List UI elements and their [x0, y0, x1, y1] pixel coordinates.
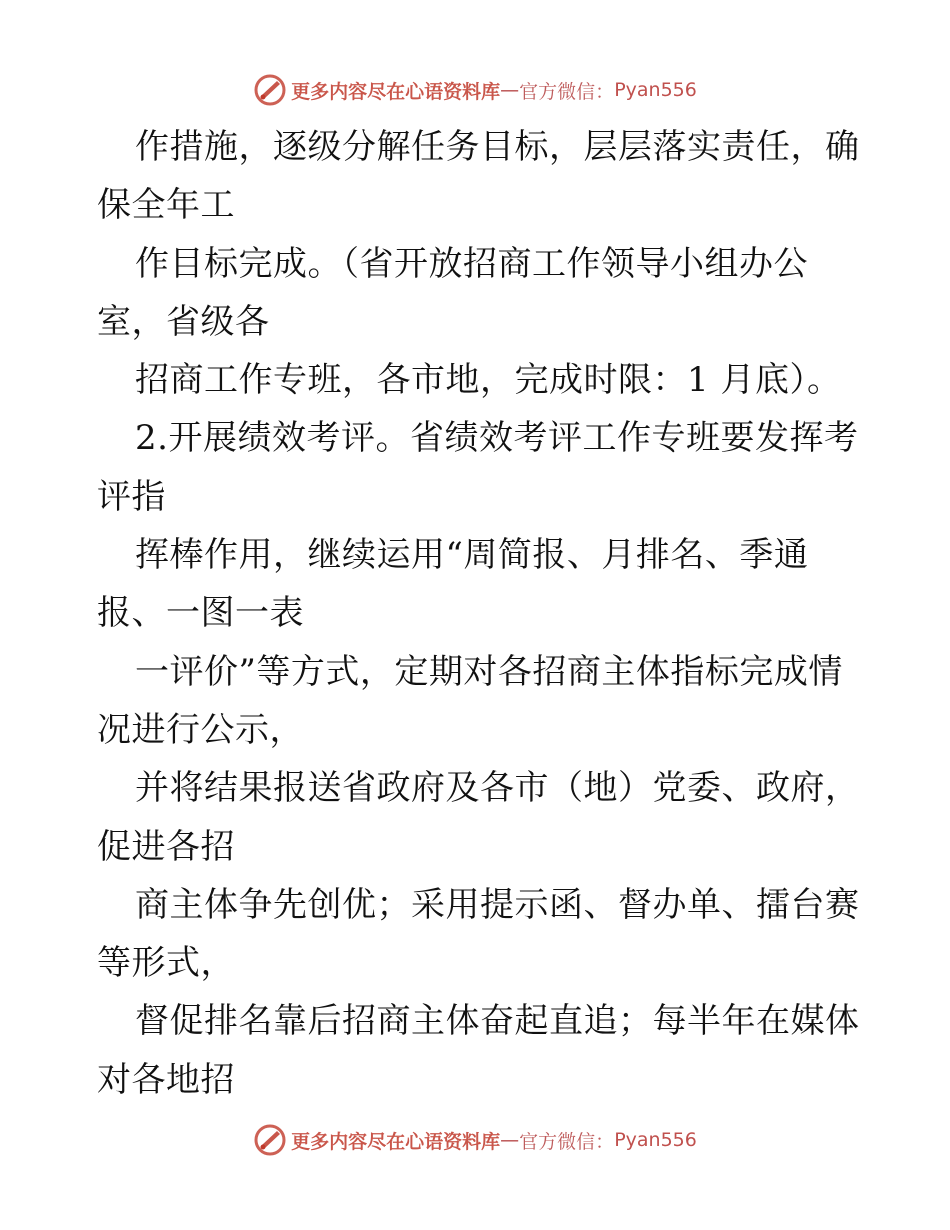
brand-logo-icon	[253, 1123, 287, 1157]
watermark-brand: 更多内容尽在心语资料库	[291, 1130, 501, 1153]
body-line: 促进各招	[97, 826, 235, 867]
body-line: 作措施，逐级分解任务目标，层层落实责任，确	[135, 127, 860, 167]
body-line: 并将结果报送省政府及各市（地）党委、政府，	[135, 768, 860, 809]
header-watermark	[0, 70, 950, 110]
body-line: 室，省级各	[97, 301, 270, 342]
footer-watermark	[0, 1120, 950, 1160]
body-line: 作目标完成。（省开放招商工作领导小组办公	[135, 243, 808, 284]
document-body	[97, 118, 860, 1109]
body-line: 报、一图一表	[97, 593, 304, 634]
watermark-handle: Pyan556	[614, 1129, 697, 1151]
watermark-separator: —	[500, 79, 520, 101]
watermark-brand: 更多内容尽在心语资料库	[291, 80, 501, 103]
watermark-separator: —	[500, 1129, 520, 1151]
body-line: 保全年工	[97, 185, 235, 226]
body-line: 对各地招	[97, 1059, 235, 1100]
body-line: 挥棒作用，继续运用“周简报、月排名、季通	[135, 535, 809, 576]
body-line: 招商工作专班，各市地，完成时限：1 月底）。	[135, 360, 842, 401]
watermark-official-label: 官方微信：	[519, 1130, 615, 1153]
body-line: 况进行公示，	[97, 709, 304, 750]
brand-logo-icon	[253, 73, 287, 107]
body-line: 一评价”等方式，定期对各招商主体指标完成情	[135, 651, 843, 692]
watermark-handle: Pyan556	[614, 79, 697, 101]
body-line: 商主体争先创优；采用提示函、督办单、擂台赛	[135, 884, 860, 925]
body-line: 等形式，	[97, 943, 235, 984]
watermark-official-label: 官方微信：	[519, 80, 615, 103]
body-line: 2.开展绩效考评。省绩效考评工作专班要发挥考	[135, 418, 859, 459]
body-line: 评指	[97, 476, 166, 517]
body-line: 督促排名靠后招商主体奋起直追；每半年在媒体	[135, 1001, 860, 1042]
